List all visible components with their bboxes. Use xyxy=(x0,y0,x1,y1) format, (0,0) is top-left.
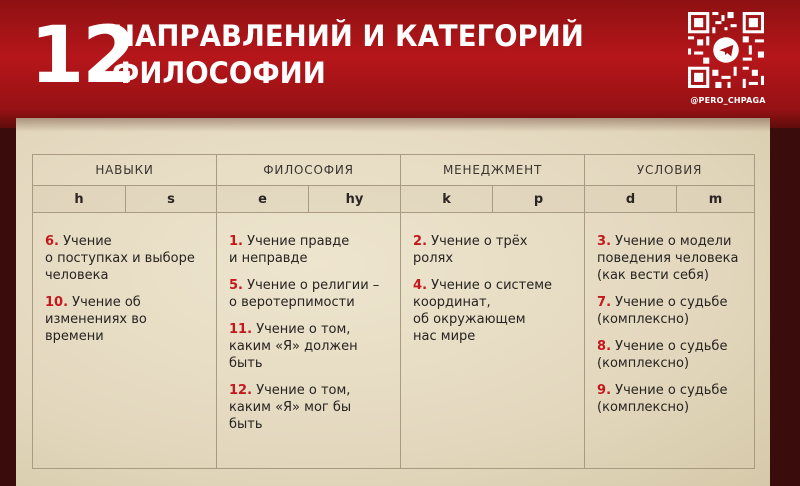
sub-letter: hy xyxy=(309,186,401,213)
entry-number: 9. xyxy=(597,383,612,398)
header-banner xyxy=(0,0,800,128)
category-skills: НАВЫКИ xyxy=(33,155,217,186)
column-conditions xyxy=(585,213,755,469)
entry-number: 1. xyxy=(229,234,243,249)
entries-row xyxy=(33,213,755,469)
title-line-2: ФИЛОСОФИИ xyxy=(112,56,326,90)
category-management: МЕНЕДЖМЕНТ xyxy=(401,155,585,186)
content-sheet xyxy=(16,118,770,486)
list-item xyxy=(229,277,390,311)
entry-text: Учение о судьбе (комплексно) xyxy=(597,295,728,327)
entry-number: 2. xyxy=(413,234,428,249)
list-item xyxy=(45,294,206,345)
list-item xyxy=(229,382,390,433)
page-title xyxy=(112,18,584,92)
sub-letter: k xyxy=(401,186,493,213)
entry-text: Учение о поступках и выборе человека xyxy=(45,234,195,283)
entry-text: Учение о трёх ролях xyxy=(413,234,528,266)
column-skills xyxy=(33,213,217,469)
title-line-1: НАПРАВЛЕНИЙ И КАТЕГОРИЙ xyxy=(112,19,584,53)
entry-text: Учение о системе координат, об окружающем нас мире xyxy=(413,278,553,344)
sub-letter: e xyxy=(217,186,309,213)
list-item xyxy=(413,277,574,345)
list-item xyxy=(597,338,744,372)
list-item xyxy=(597,382,744,416)
entry-number: 7. xyxy=(597,295,612,310)
big-number: 12 xyxy=(30,11,135,101)
category-conditions: УСЛОВИЯ xyxy=(585,155,755,186)
entry-text: Учение о религии – о веротерпимости xyxy=(229,278,380,310)
list-item xyxy=(413,233,574,267)
sub-letter: h xyxy=(33,186,126,213)
entry-text: Учение о судьбе (комплексно) xyxy=(597,339,728,371)
category-philosophy: ФИЛОСОФИЯ xyxy=(217,155,401,186)
list-item xyxy=(597,233,744,284)
background-texture xyxy=(772,0,800,486)
sub-letter: p xyxy=(493,186,585,213)
entry-text: Учение о модели поведения человека (как вести себя) xyxy=(597,234,739,283)
channel-handle[interactable]: @PERO_CHPAGA xyxy=(690,96,766,105)
list-item xyxy=(229,233,390,267)
sub-letter: d xyxy=(585,186,677,213)
entry-number: 3. xyxy=(597,234,612,249)
entry-text: Учение о том, каким «Я» должен быть xyxy=(229,322,358,371)
column-management xyxy=(401,213,585,469)
list-item xyxy=(597,294,744,328)
entry-number: 6. xyxy=(45,234,59,249)
entry-text: Учение о том, каким «Я» мог бы быть xyxy=(229,383,352,432)
sub-letter: s xyxy=(126,186,217,213)
entry-number: 10. xyxy=(45,295,69,310)
sub-header-row xyxy=(33,186,755,213)
entry-number: 4. xyxy=(413,278,428,293)
category-header-row xyxy=(33,155,755,186)
entry-number: 11. xyxy=(229,322,253,337)
entry-number: 12. xyxy=(229,383,253,398)
list-item xyxy=(229,321,390,372)
sub-letter: m xyxy=(677,186,755,213)
qr-code-icon[interactable] xyxy=(688,12,764,88)
entry-number: 8. xyxy=(597,339,612,354)
entry-text: Учение об изменениях во времени xyxy=(45,295,147,344)
entry-text: Учение правде и неправде xyxy=(229,234,350,266)
categories-table xyxy=(32,154,755,469)
list-item xyxy=(45,233,206,284)
entry-number: 5. xyxy=(229,278,243,293)
column-philosophy xyxy=(217,213,401,469)
entry-text: Учение о судьбе (комплексно) xyxy=(597,383,728,415)
